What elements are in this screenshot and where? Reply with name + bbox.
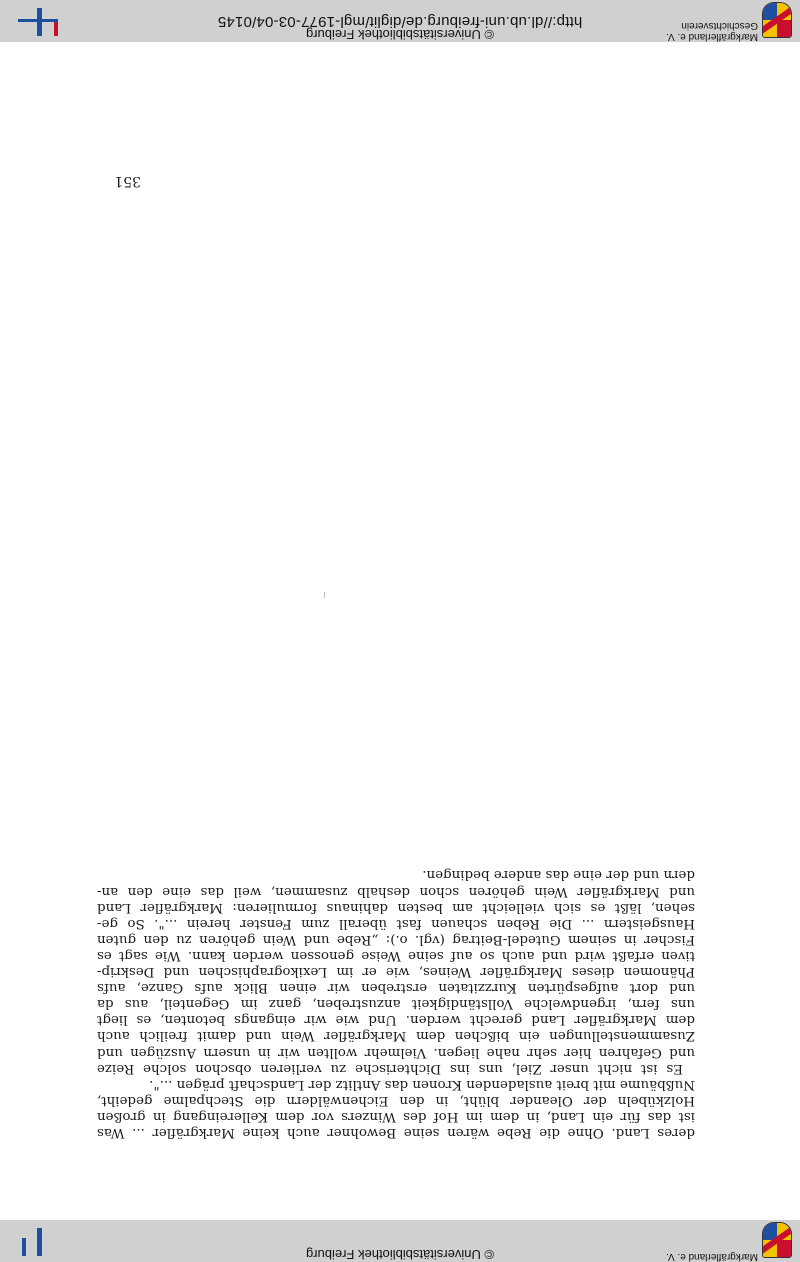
text-line: und Markgräfler Wein gehören schon deshalb zusammen, weil das eine den an- — [97, 883, 695, 899]
document-page — [97, 866, 695, 1140]
text-line: ist das für ein Land, in dem im Hof des Winzers vor dem Kellereingang in großen — [97, 1108, 695, 1124]
ub-freiburg-logo-icon — [14, 1226, 62, 1256]
viewer-footer-bar — [0, 0, 800, 42]
text-line: Nußbäume mit breit ausladenden Kronen das Antlitz der Landschaft prägen ...". — [149, 1076, 695, 1092]
text-line: Phänomen dieses Markgräfler Weines, wie er im Lexikographischen und Deskrip- — [97, 964, 695, 980]
text-line: Holzkübeln der Oleander blüht, in den Eichenwäldern die Stechpalme gedeiht, — [97, 1092, 695, 1108]
text-line: und Gefahren hier sehr nahe liegen. Vielmehr wollten wir in unsern Auszügen und — [97, 1044, 695, 1060]
text-line: und dort aufgespürten Kurzzitaten erstreben wir einen Blick aufs Ganze, aufs — [97, 980, 695, 996]
paragraph-1 — [97, 1076, 695, 1140]
copyright-notice: © Universitätsbibliothek Freiburg — [305, 1247, 495, 1262]
viewer-header-bar — [0, 1220, 800, 1262]
text-line: Es ist nicht unser Ziel, uns ins Dichterische zu verlieren obschon solche Reize — [97, 1060, 683, 1076]
paragraph-2 — [97, 866, 695, 1075]
text-line: dem Markgräfler Land gerecht werden. Und wie wir eingangs betonten, es liegt — [97, 1012, 695, 1028]
text-line: tiven erfaßt wird und auch so auf seine Weise genossen werden kann. Wie sagt es — [97, 947, 695, 963]
page-number: 351 — [114, 173, 141, 189]
text-line: uns fern, irgendwelche Vollständigkeit anzustreben, ganz im Gegenteil, aus da — [97, 996, 695, 1012]
permalink-url[interactable]: http://dl.ub.uni-freiburg.de/diglit/mgl-1977-03-04/0145 — [217, 13, 583, 30]
text-line: deres Land. Ohne die Rebe wären seine Bewohner auch keine Markgräfler ... Was — [97, 1125, 695, 1140]
scan-speck — [324, 592, 325, 598]
text-line: Zusammenstellungen ein bißchen dem Markgräfler Wein und damit freilich auch — [97, 1028, 695, 1044]
text-line: dern und der eine das andere bedingen. — [422, 867, 695, 883]
copyright-notice: © Universitätsbibliothek Freiburg — [305, 27, 495, 42]
org-name-line-1: Geschichtsverein — [681, 20, 758, 31]
org-name-line: Markgräflerland e. V. — [666, 1251, 758, 1262]
org-name-line-2: Markgräflerland e. V. — [666, 31, 758, 42]
text-line: Hausgeistern ... Die Reben schauen fast überall zum Fenster herein ...". So ge- — [97, 915, 695, 931]
text-line: sehen, läßt es sich vielleicht am besten dahinaus formulieren: Markgräfler Land — [97, 899, 695, 915]
text-line: Fischer in seinem Gutedel-Beitrag (vgl. o.): „Rebe und Wein gehören zu den guten — [97, 931, 695, 947]
ub-freiburg-logo-icon — [14, 6, 62, 36]
